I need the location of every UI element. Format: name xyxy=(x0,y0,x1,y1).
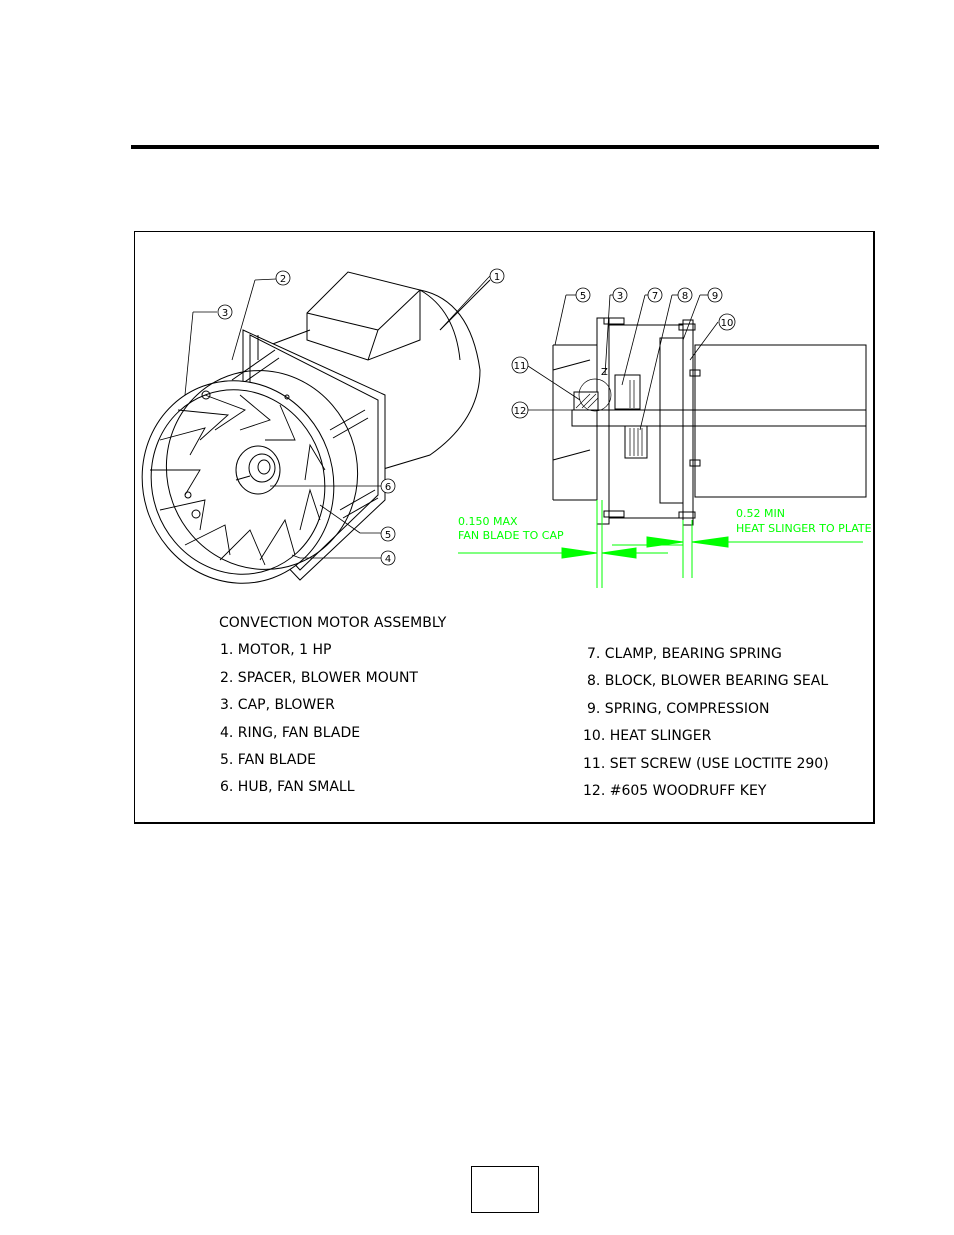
part-6: 6. HUB, FAN SMALL xyxy=(220,779,355,795)
iso-callout-3: 3 xyxy=(221,308,229,319)
section-callout-8: 8 xyxy=(681,291,689,302)
section-callout-5: 5 xyxy=(579,291,587,302)
part-5: 5. FAN BLADE xyxy=(220,752,317,768)
iso-callout-6: 6 xyxy=(384,482,392,493)
isometric-view xyxy=(114,272,490,610)
part-9: 9. SPRING, COMPRESSION xyxy=(587,701,770,717)
page-number-box xyxy=(471,1166,539,1213)
part-11: 11. SET SCREW (USE LOCTITE 290) xyxy=(583,756,829,772)
section-callout-7: 7 xyxy=(651,291,659,302)
iso-callout-2: 2 xyxy=(279,274,287,285)
section-callout-10: 10 xyxy=(720,318,734,329)
dim-left-line1: 0.150 MAX xyxy=(458,515,518,528)
dim-right-line1: 0.52 MIN xyxy=(736,507,785,520)
dimension-lines xyxy=(458,500,863,588)
part-4: 4. RING, FAN BLADE xyxy=(220,725,361,741)
section-callout-3: 3 xyxy=(616,291,624,302)
part-1: 1. MOTOR, 1 HP xyxy=(220,642,332,658)
dim-left-line2: FAN BLADE TO CAP xyxy=(458,529,564,542)
part-2: 2. SPACER, BLOWER MOUNT xyxy=(220,670,418,686)
iso-callout-1: 1 xyxy=(493,272,501,283)
iso-callout-4: 4 xyxy=(384,554,392,565)
figure-title: CONVECTION MOTOR ASSEMBLY xyxy=(219,615,447,631)
part-3: 3. CAP, BLOWER xyxy=(220,697,335,713)
part-10: 10. HEAT SLINGER xyxy=(583,728,712,744)
part-12: 12. #605 WOODRUFF KEY xyxy=(583,783,767,799)
section-letter-z: Z xyxy=(601,367,608,378)
dimension-labels xyxy=(458,507,872,542)
section-callout-11: 11 xyxy=(513,361,527,372)
section-callout-12: 12 xyxy=(513,406,527,417)
part-7: 7. CLAMP, BEARING SPRING xyxy=(587,646,782,662)
section-callout-bubbles xyxy=(512,288,735,418)
part-8: 8. BLOCK, BLOWER BEARING SEAL xyxy=(587,673,829,689)
section-callout-9: 9 xyxy=(711,291,719,302)
section-view xyxy=(553,318,866,525)
dim-right-line2: HEAT SLINGER TO PLATE xyxy=(736,522,872,535)
section-callout-labels xyxy=(514,291,734,417)
iso-callout-5: 5 xyxy=(384,530,392,541)
